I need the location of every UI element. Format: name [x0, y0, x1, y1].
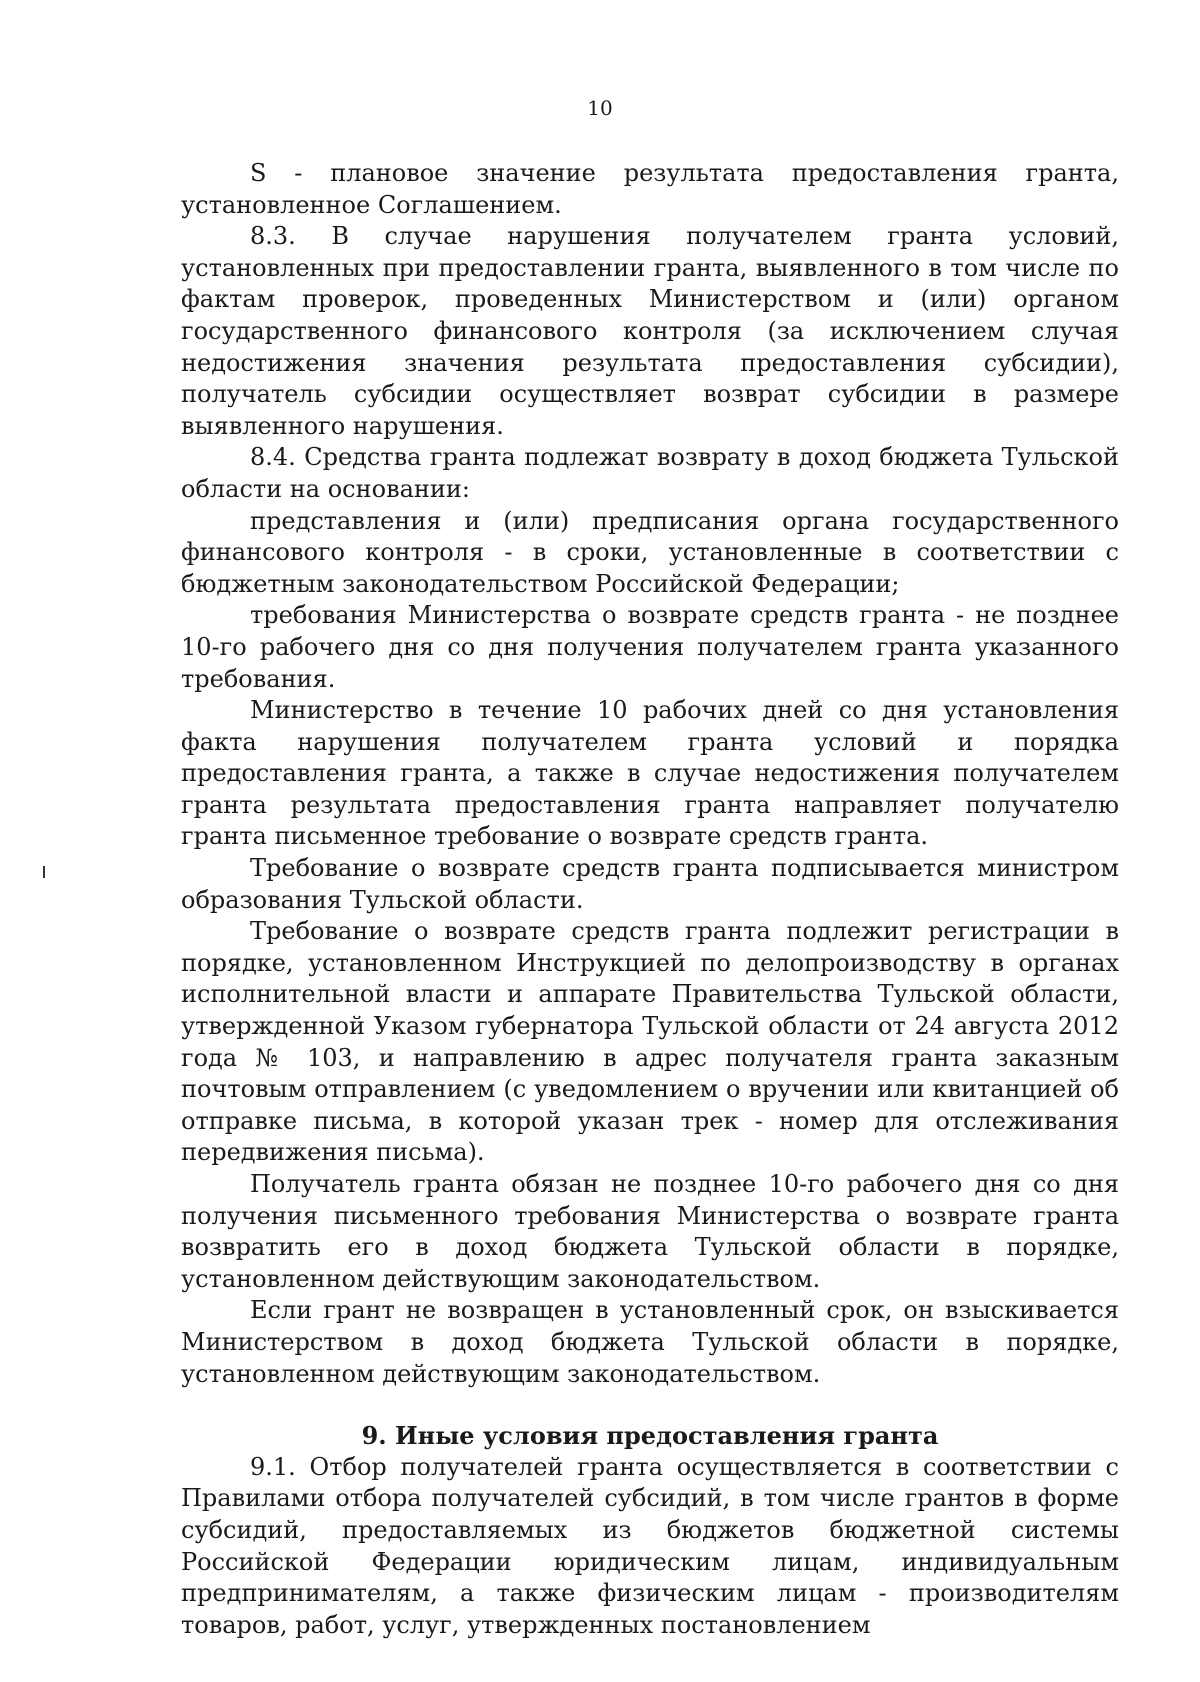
page-number: 10: [587, 96, 613, 120]
paragraph-ministry-notice: Министерство в течение 10 рабочих дней со дня установления факта нарушения получателем гранта условий и порядка предоставления гранта, а также в случае недостижения получателем гранта результата предоставления гранта направляет получателю гранта письменное требование о возврате средств гранта.: [181, 696, 1119, 851]
paragraph-8-4: 8.4. Средства гранта подлежат возврату в доход бюджета Тульской области на основании:: [181, 443, 1119, 503]
document-body: [181, 158, 1119, 1641]
paragraph-9-1: 9.1. Отбор получателей гранта осуществляется в соответствии с Правилами отбора получателей субсидий, в том числе грантов в форме субсидий, предоставляемых из бюджетов бюджетной системы Российской Федерации юридическим лицам, индивидуальным предпринимателям, а также физическим лицам - производителям товаров, работ, услуг, утвержденных постановлением: [181, 1452, 1119, 1639]
paragraph-registration: Требование о возврате средств гранта подлежит регистрации в порядке, установленном Инструкцией по делопроизводству в органах исполнительной власти и аппарате Правительства Тульской области, утвержденной Указом губернатора Тульской области от 24 августа 2012 года № 103, и направлению в адрес получателя гранта заказным почтовым отправлением (с уведомлением о вручении или квитанцией об отправке письма, в которой указан трек - номер для отслеживания передвижения письма).: [181, 917, 1119, 1167]
paragraph-8-4-item-2: требования Министерства о возврате средств гранта - не позднее 10-го рабочего дня со дня получения получателем гранта указанного требования.: [181, 601, 1119, 693]
paragraph-return-deadline: Получатель гранта обязан не позднее 10-го рабочего дня со дня получения письменного требования Министерства о возврате гранта возвратить его в доход бюджета Тульской области в порядке, установленном действующим законодательством.: [181, 1170, 1119, 1293]
paragraph-signature: Требование о возврате средств гранта подписывается министром образования Тульской области.: [181, 854, 1119, 914]
paragraph-8-4-item-1: представления и (или) предписания органа государственного финансового контроля - в сроки, установленные в соответствии с бюджетным законодательством Российской Федерации;: [181, 506, 1119, 598]
margin-mark: [43, 866, 45, 878]
paragraph-s-definition: S - плановое значение результата предоставления гранта, установленное Соглашением.: [181, 159, 1119, 219]
paragraph-recovery: Если грант не возвращен в установленный срок, он взыскивается Министерством в доход бюджета Тульской области в порядке, установленном действующим законодательством.: [181, 1296, 1119, 1388]
paragraph-8-3: 8.3. В случае нарушения получателем гранта условий, установленных при предоставлении гранта, выявленного в том числе по фактам проверок, проведенных Министерством и (или) органом государственного финансового контроля (за исключением случая недостижения значения результата предоставления субсидии), получатель субсидии осуществляет возврат субсидии в размере выявленного нарушения.: [181, 222, 1119, 440]
section-9-heading: 9. Иные условия предоставления гранта: [361, 1421, 939, 1451]
